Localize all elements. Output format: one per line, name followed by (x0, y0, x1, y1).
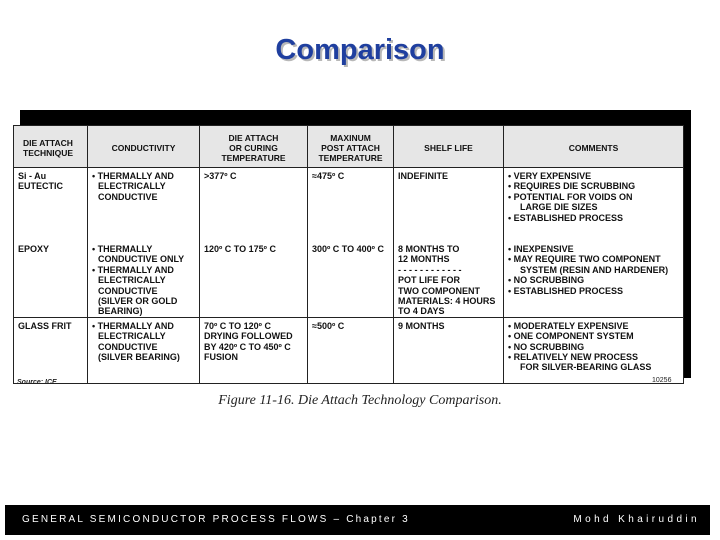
cell-curing-temperature: >377º C (200, 168, 308, 242)
header-technique: DIE ATTACH TECHNIQUE (14, 126, 88, 168)
figure-reference-number: 10256 (652, 377, 672, 384)
footer-chapter-title: GENERAL SEMICONDUCTOR PROCESS FLOWS – Chapter 3 (22, 514, 410, 525)
cell-shelf-life: 8 MONTHS TO 12 MONTHS - - - - - - - - - - - - POT LIFE FOR TWO COMPONENT MATERIALS: 4 HOURS TO 4 DAYS (394, 241, 504, 317)
slide-title: Comparison (275, 34, 445, 66)
table-row (14, 317, 684, 383)
header-comments: COMMENTS (504, 126, 684, 168)
table-row (14, 168, 684, 242)
cell-shelf-life: INDEFINITE (394, 168, 504, 242)
table-header-row (14, 126, 684, 168)
cell-conductivity: • THERMALLY AND ELECTRICALLY CONDUCTIVE (SILVER BEARING) (88, 317, 200, 383)
header-max-temperature: MAXINUM POST ATTACH TEMPERATURE (308, 126, 394, 168)
header-curing-temperature: DIE ATTACH OR CURING TEMPERATURE (200, 126, 308, 168)
cell-technique: EPOXY (14, 241, 88, 317)
cell-comments: • VERY EXPENSIVE • REQUIRES DIE SCRUBBING • POTENTIAL FOR VOIDS ON LARGE DIE SIZES • ESTABLISHED PROCESS (504, 168, 684, 242)
cell-shelf-life: 9 MONTHS (394, 317, 504, 383)
table-row (14, 241, 684, 317)
footer-author: Mohd Khairuddin (573, 514, 700, 525)
figure-source: Source: ICE (17, 379, 57, 386)
cell-technique: Si - Au EUTECTIC (14, 168, 88, 242)
cell-comments: • MODERATELY EXPENSIVE • ONE COMPONENT SYSTEM • NO SCRUBBING • RELATIVELY NEW PROCESS FOR SILVER-BEARING GLASS (504, 317, 684, 383)
cell-curing-temperature: 70º C TO 120º C DRYING FOLLOWED BY 420º C TO 450º C FUSION (200, 317, 308, 383)
figure-caption: Figure 11-16. Die Attach Technology Comparison. (218, 393, 502, 408)
die-attach-comparison-table (13, 125, 684, 384)
cell-comments: • INEXPENSIVE • MAY REQUIRE TWO COMPONENT SYSTEM (RESIN AND HARDENER) • NO SCRUBBING • ESTABLISHED PROCESS (504, 241, 684, 317)
cell-curing-temperature: 120º C TO 175º C (200, 241, 308, 317)
cell-technique: GLASS FRIT (14, 317, 88, 383)
cell-conductivity: • THERMALLY AND ELECTRICALLY CONDUCTIVE (88, 168, 200, 242)
header-conductivity: CONDUCTIVITY (88, 126, 200, 168)
cell-max-temperature: ≈475º C (308, 168, 394, 242)
footer-bar (5, 505, 710, 535)
cell-max-temperature: 300º C TO 400º C (308, 241, 394, 317)
header-shelf-life: SHELF LIFE (394, 126, 504, 168)
cell-max-temperature: ≈500º C (308, 317, 394, 383)
cell-conductivity: • THERMALLY CONDUCTIVE ONLY • THERMALLY AND ELECTRICALLY CONDUCTIVE (SILVER OR GOLD BEARING) (88, 241, 200, 317)
